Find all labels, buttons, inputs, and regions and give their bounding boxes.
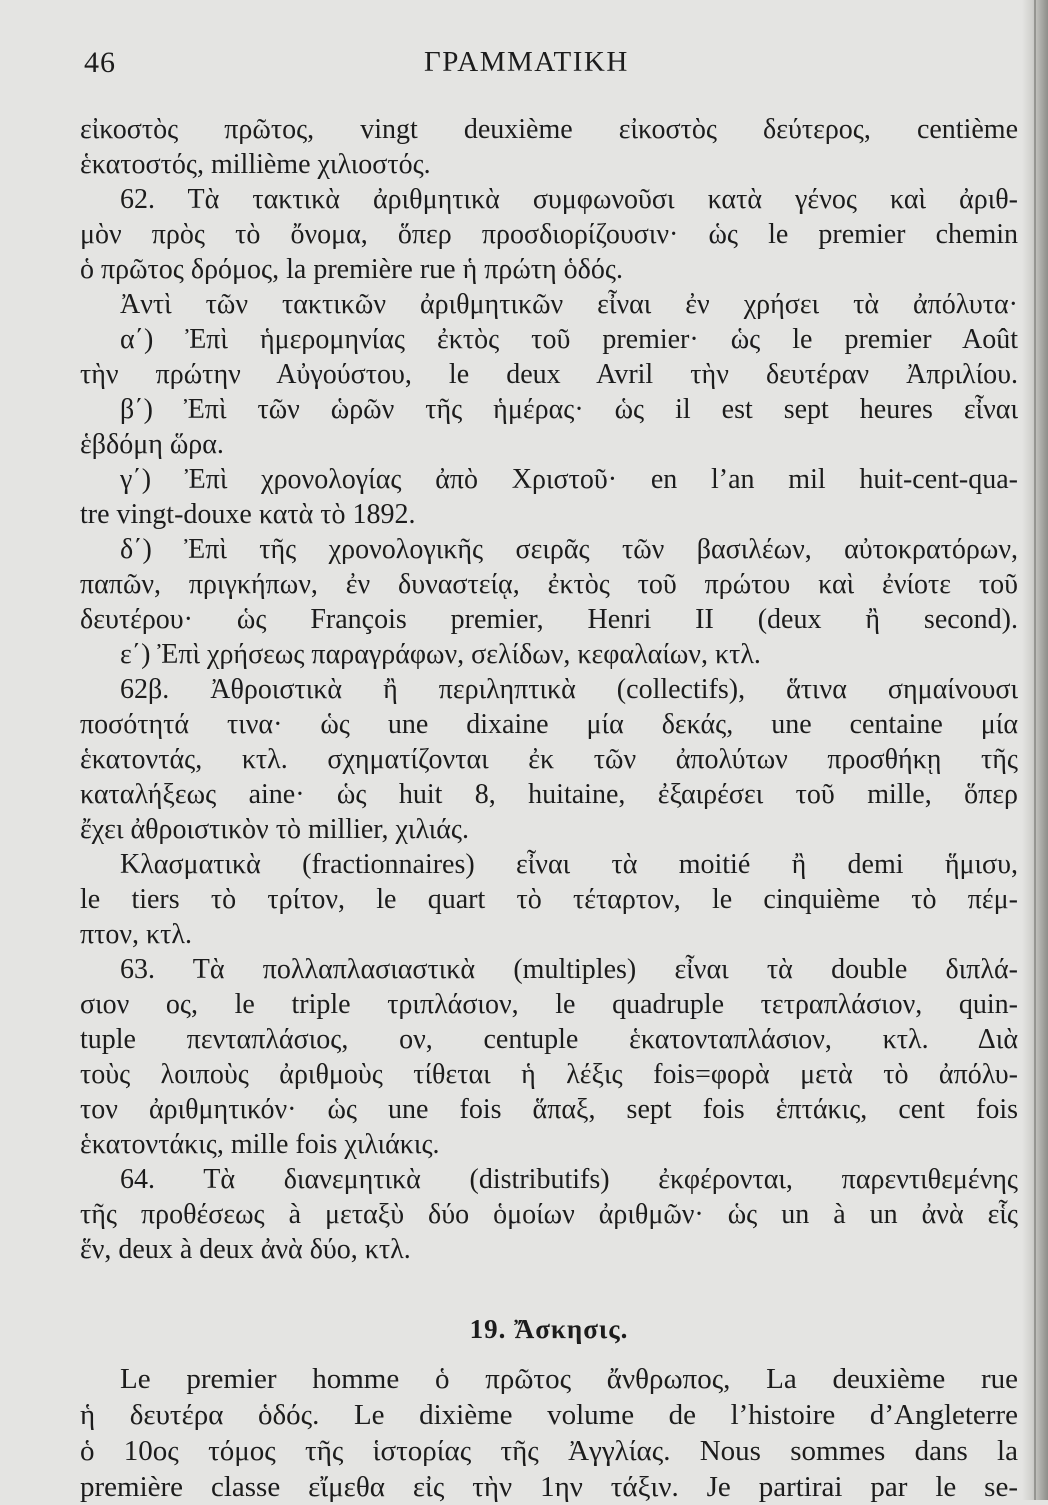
text-line: γ΄) Ἐπὶ χρονολογίας ἀπὸ Χριστοῦ· en l’an mil huit-cent-qua- [120, 464, 1018, 495]
text-line: ποσότητά τινα· ὡς une dixaine μία δεκάς, une centaine μία [80, 709, 1018, 740]
text-line: ἡ δευτέρα ὁδός. Le dixième volume de l’histoire d’Angleterre [80, 1399, 1018, 1431]
text-line: Κλασματικὰ (fractionnaires) εἶναι τὰ moitié ἢ demi ἥμισυ, [120, 849, 1018, 880]
text-line: ἑκατοντάς, κτλ. σχηματίζονται ἐκ τῶν ἀπολύτων προσθήκῃ τῆς [80, 744, 1018, 775]
text-line: Ἀντὶ τῶν τακτικῶν ἀριθμητικῶν εἶναι ἐν χρήσει τὰ ἀπόλυτα· [120, 289, 1018, 320]
text-line: τον ἀριθμητικόν· ὡς une fois ἅπαξ, sept fois ἑπτάκις, cent fois [80, 1094, 1018, 1125]
text-line: β΄) Ἐπὶ τῶν ὡρῶν τῆς ἡμέρας· ὡς il est sept heures εἶναι [120, 394, 1018, 425]
text-line: ἑκατοστός, millième χιλιοστός. [80, 149, 431, 180]
exercise-heading: 19. Ἄσκησις. [469, 1314, 629, 1344]
text-line: δευτέρου· ὡς François premier, Henri II (deux ἢ second). [80, 604, 1018, 635]
page-number: 46 [84, 46, 116, 79]
exercise-text [80, 1361, 1018, 1505]
text-line: τοὺς λοιποὺς ἀριθμοὺς τίθεται ἡ λέξις fois=φορὰ μετὰ τὸ ἀπόλυ- [80, 1059, 1018, 1090]
page-header [84, 46, 1014, 86]
text-line: ἔχει ἀθροιστικὸν τὸ millier, χιλιάς. [80, 814, 469, 845]
text-line: 62. Τὰ τακτικὰ ἀριθμητικὰ συμφωνοῦσι κατὰ γένος καὶ ἀριθ- [120, 184, 1018, 215]
text-line: ὁ πρῶτος δρόμος, la première rue ἡ πρώτη ὁδός. [80, 254, 623, 285]
text-line: ε΄) Ἐπὶ χρήσεως παραγράφων, σελίδων, κεφαλαίων, κτλ. [120, 639, 761, 670]
text-line: le tiers τὸ τρίτον, le quart τὸ τέταρτον, le cinquième τὸ πέμ- [80, 884, 1018, 915]
text-line: tuple πενταπλάσιος, ον, centuple ἑκατονταπλάσιον, κτλ. Διὰ [80, 1024, 1018, 1055]
book-spine-fold [1034, 0, 1036, 1500]
text-line: τὴν πρώτην Αὐγούστου, le deux Avril τὴν δευτέραν Ἀπριλίου. [80, 359, 1018, 390]
text-line: τῆς προθέσεως à μεταξὺ δύο ὁμοίων ἀριθμῶν· ὡς un à un ἀνὰ εἷς [80, 1199, 1018, 1230]
text-line: ἑκατοντάκις, mille fois χιλιάκις. [80, 1129, 440, 1160]
text-line: μὸν πρὸς τὸ ὄνομα, ὅπερ προσδιορίζουσιν· ὡς le premier chemin [80, 219, 1018, 250]
text-line: σιον ος, le triple τριπλάσιον, le quadruple τετραπλάσιον, quin- [80, 989, 1018, 1020]
page-body [80, 112, 1018, 1505]
text-line: Le premier homme ὁ πρῶτος ἄνθρωπος, La deuxième rue [120, 1363, 1018, 1395]
text-line: πτον, κτλ. [80, 919, 192, 950]
text-line: 62β. Ἀθροιστικὰ ἢ περιληπτικὰ (collectifs), ἅτινα σημαίνουσι [120, 674, 1018, 705]
text-line: εἰκοστὸς πρῶτος, vingt deuxième εἰκοστὸς δεύτερος, centième [80, 114, 1018, 145]
text-line: παπῶν, πριγκήπων, ἐν δυναστείᾳ, ἐκτὸς τοῦ πρώτου καὶ ἐνίοτε τοῦ [80, 569, 1018, 600]
running-title: ΓΡΑΜΜΑΤΙΚΗ [424, 46, 629, 78]
text-line: α΄) Ἐπὶ ἡμερομηνίας ἐκτὸς τοῦ premier· ὡς le premier Août [120, 324, 1018, 355]
text-line: ἑβδόμη ὥρα. [80, 429, 224, 460]
text-line: 64. Τὰ διανεμητικὰ (distributifs) ἐκφέρονται, παρεντιθεμένης [120, 1164, 1018, 1195]
text-line: ἕν, deux à deux ἀνὰ δύο, κτλ. [80, 1234, 411, 1265]
text-line: καταλήξεως aine· ὡς huit 8, huitaine, ἐξαιρέσει τοῦ mille, ὅπερ [80, 779, 1018, 810]
text-line: tre vingt-douxe κατὰ τὸ 1892. [80, 499, 416, 530]
text-line: 63. Τὰ πολλαπλασιαστικὰ (multiples) εἶναι τὰ double διπλά- [120, 954, 1018, 985]
text-line: première classe εἴμεθα εἰς τὴν 1ην τάξιν. Je partirai par le se- [80, 1471, 1018, 1503]
text-line: δ΄) Ἐπὶ τῆς χρονολογικῆς σειρᾶς τῶν βασιλέων, αὐτοκρατόρων, [120, 534, 1018, 565]
text-line: ὁ 10ος τόμος τῆς ἱστορίας τῆς Ἀγγλίας. Nous sommes dans la [80, 1435, 1018, 1467]
